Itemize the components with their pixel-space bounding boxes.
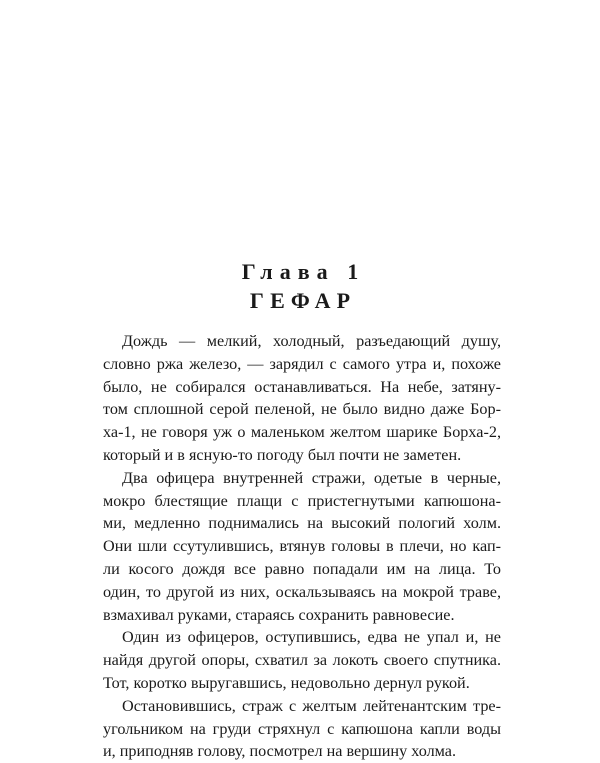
text-line: один, то другой из них, оскальзываясь на мокрой траве, bbox=[103, 582, 501, 601]
text-line: Тот, коротко выругавшись, недовольно дернул рукой. bbox=[103, 673, 470, 692]
chapter-title: ГЕФАР bbox=[249, 288, 357, 313]
text-line: Два офицера внутренней стражи, одетые в черные, bbox=[122, 468, 501, 487]
text-line: было, не собирался останавливаться. На небе, затяну- bbox=[103, 377, 501, 396]
text-line: взмахивал руками, стараясь сохранить равновесие. bbox=[103, 605, 455, 624]
text-line: Дождь — мелкий, холодный, разъедающий душу, bbox=[122, 332, 501, 350]
text-line: словно ржа железо, — зарядил с самого утра и, похоже bbox=[103, 354, 501, 373]
paragraph bbox=[103, 626, 501, 694]
text-line: Один из офицеров, оступившись, едва не упал и, не bbox=[122, 628, 501, 647]
text-line: и, приподняв голову, посмотрел на вершину холма. bbox=[103, 742, 457, 761]
text-line: который и в ясную-то погоду был почти не заметен. bbox=[103, 445, 462, 464]
chapter-heading bbox=[0, 258, 600, 316]
paragraph bbox=[103, 330, 501, 467]
text-line: том сплошной серой пеленой, не было видно даже Бор- bbox=[103, 400, 501, 419]
text-line: ли косого дождя все равно попадали им на лица. То bbox=[103, 559, 501, 578]
text-line: ми, медленно поднимались на высокий пологий холм. bbox=[103, 514, 501, 533]
text-line: найдя другой опоры, схватил за локоть своего спутника. bbox=[103, 651, 501, 670]
body-text bbox=[103, 330, 501, 763]
text-line: мокро блестящие плащи с пристегнутыми капюшона- bbox=[103, 491, 501, 510]
text-line: угольником на груди стряхнул с капюшона капли воды bbox=[103, 719, 501, 738]
chapter-number: Глава 1 bbox=[241, 259, 366, 284]
text-line: Они шли ссутулившись, втянув головы в плечи, но кап- bbox=[103, 537, 501, 556]
text-line: ха-1, не говоря уж о маленьком желтом шарике Борха-2, bbox=[103, 423, 501, 442]
paragraph bbox=[103, 695, 501, 763]
paragraph bbox=[103, 467, 501, 627]
text-line: Остановившись, страж с желтым лейтенантским тре- bbox=[122, 696, 501, 715]
